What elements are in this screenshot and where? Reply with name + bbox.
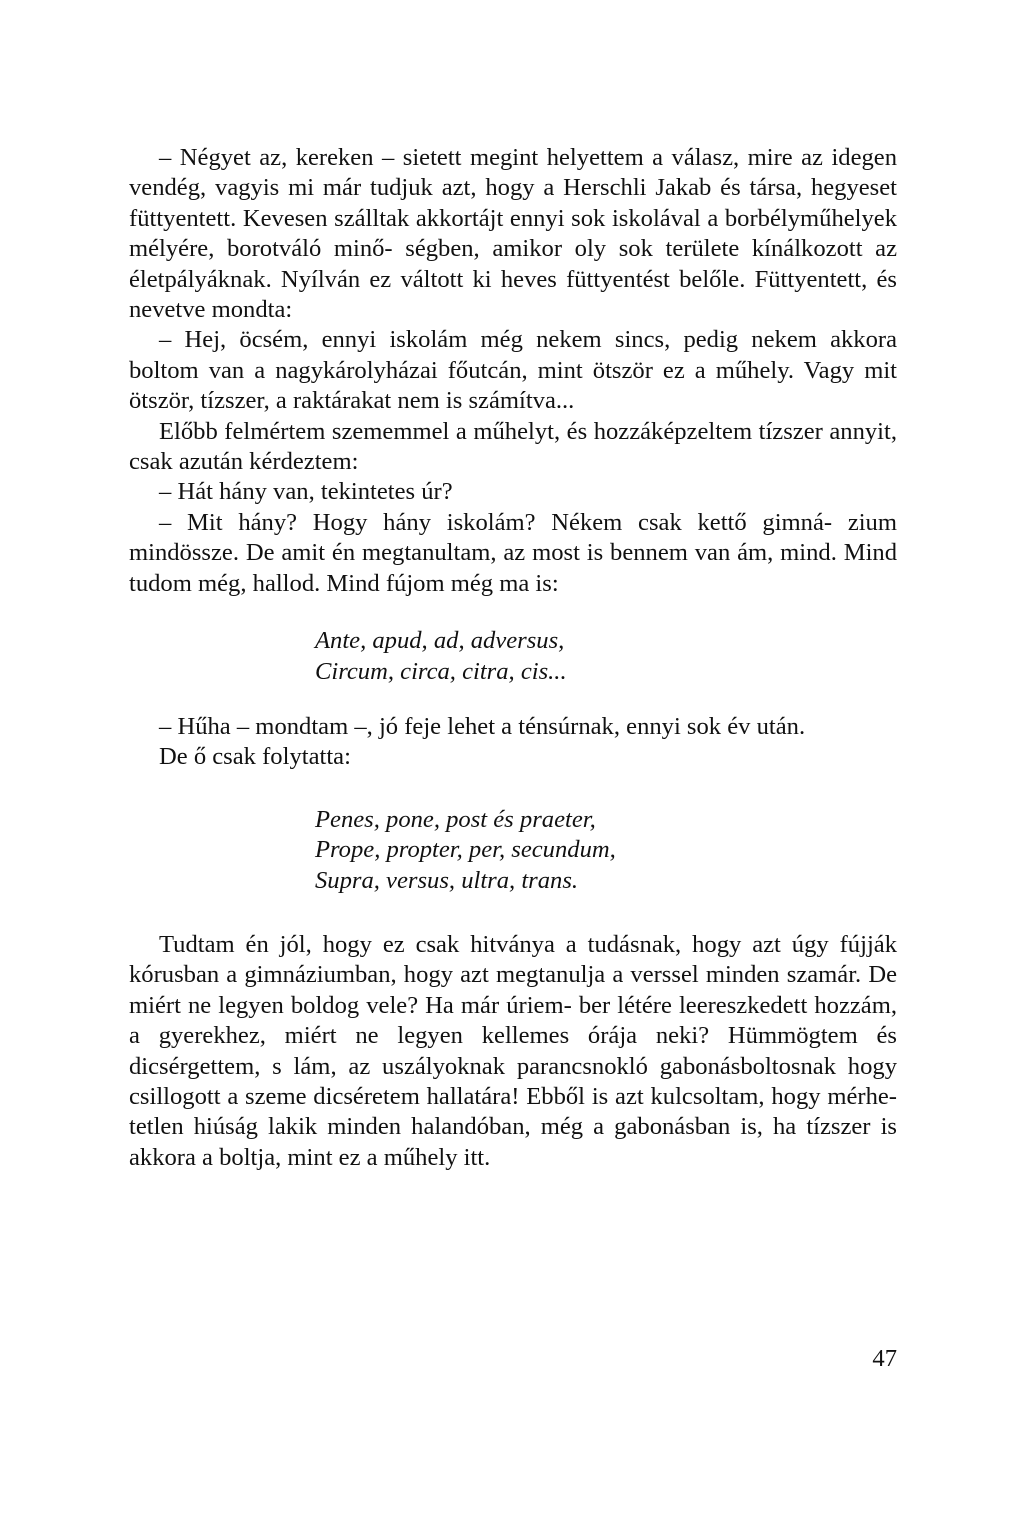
paragraph: – Négyet az, kereken – sietett megint helyettem a válasz, mire az idegen vendég, vagyis mi már tudjuk azt, hogy a Herschli Jakab és társa, hegyeset füttyentett. Kevesen szálltak akkortájt ennyi sok iskolával a borbélyműhelyek mélyére, borotváló minő- ségben, amikor oly sok területe kínálkozott az életpályáknak. Nyílván ez váltott ki heves füttyentést belőle. Füttyentett, és nevetve mondta: <box>129 144 897 324</box>
book-page-body <box>129 143 897 1173</box>
paragraph: – Mit hány? Hogy hány iskolám? Nékem csak kettő gimná- zium mindössze. De amit én megtanultam, az most is bennem van ám, mind. Mind tudom még, hallod. Mind fújom még ma is: <box>129 508 897 597</box>
paragraph: – Hűha – mondtam –, jó feje lehet a ténsúrnak, ennyi sok év után. <box>159 712 806 740</box>
paragraph: – Hát hány van, tekintetes úr? <box>159 478 453 506</box>
latin-verse-stanza <box>315 805 897 896</box>
paragraph: De ő csak folytatta: <box>159 743 351 771</box>
verse-line: Supra, versus, ultra, trans. <box>315 866 579 894</box>
verse-line: Circum, circa, citra, cis... <box>315 657 567 685</box>
verse-line: Prope, propter, per, secundum, <box>315 836 616 864</box>
paragraph: – Hej, öcsém, ennyi iskolám még nekem sincs, pedig nekem akkora boltom van a nagykárolyházai főutcán, mint ötször ez a műhely. Vagy mit ötször, tízszer, a raktárakat nem is számítva... <box>129 326 897 415</box>
verse-line: Penes, pone, post és praeter, <box>315 805 596 833</box>
page-number: 47 <box>872 1345 897 1372</box>
latin-verse-stanza <box>315 626 897 687</box>
verse-line: Ante, apud, ad, adversus, <box>315 627 565 655</box>
paragraph: Előbb felmértem szememmel a műhelyt, és hozzáképzeltem tízszer annyit, csak azután kérdeztem: <box>129 417 897 476</box>
paragraph: Tudtam én jól, hogy ez csak hitványa a tudásnak, hogy azt úgy fújják kórusban a gimnáziumban, hogy azt megtanulja a verssel minden szamár. De miért ne legyen boldog vele? Ha már úriem- ber létére leereszkedett hozzám, a gyerekhez, miért ne legyen kellemes órája neki? Hümmögtem és dicsérgettem, s lám, az uszályoknak parancsnokló gabonásboltosnak hogy csillogott a szeme dicséretem hallatára! Ebből is azt kulcsoltam, hogy mérhe- tetlen hiúság lakik minden halandóban, még a gabonásban is, ha tízszer is akkora a boltja, mint ez a műhely itt. <box>129 930 897 1171</box>
